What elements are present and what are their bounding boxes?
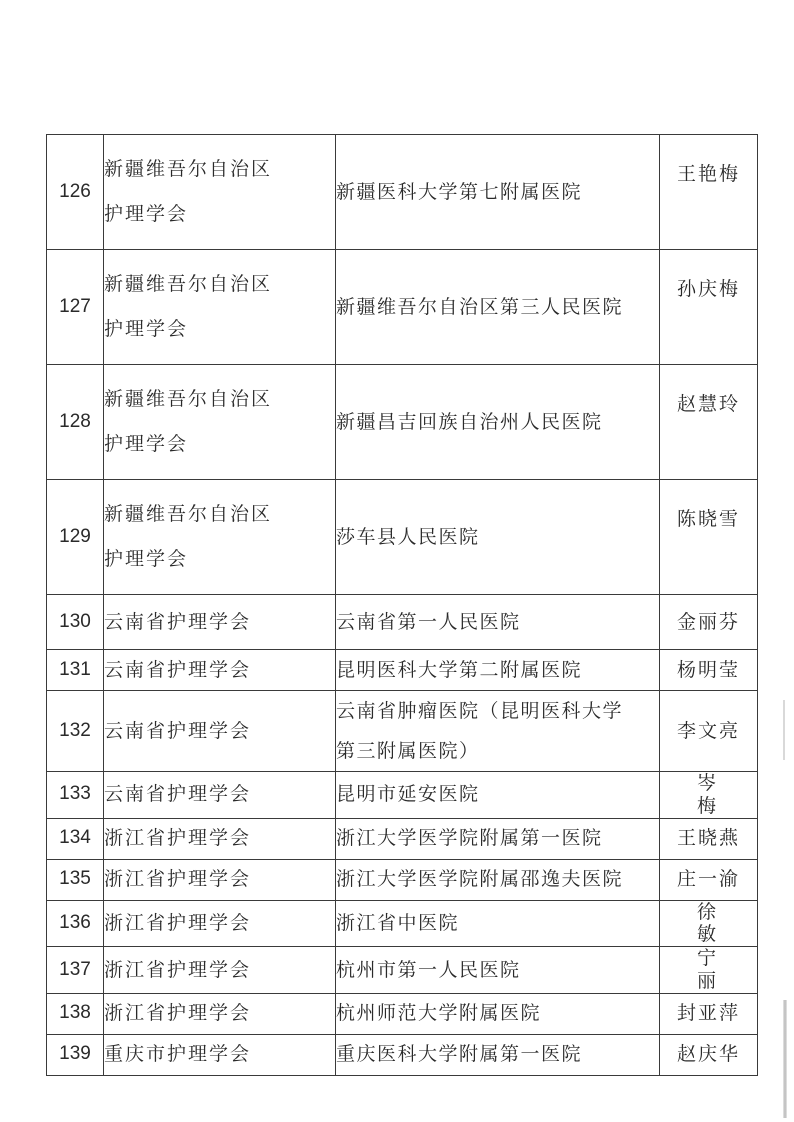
hospital-cell: 浙江大学医学院附属邵逸夫医院: [336, 859, 660, 900]
table-row: [47, 365, 758, 480]
table-row: [47, 993, 758, 1034]
person-name: 金丽芬: [660, 595, 758, 650]
table-row: [47, 818, 758, 859]
row-number: 136: [47, 900, 104, 947]
person-name: 徐敏: [660, 900, 758, 947]
society-cell: 重庆市护理学会: [104, 1034, 336, 1075]
society-line: 护理学会: [104, 548, 189, 570]
row-number: 134: [47, 818, 104, 859]
table-row: [47, 480, 758, 595]
hospital-cell: 昆明市延安医院: [336, 772, 660, 819]
table-row: [47, 1034, 758, 1075]
hospital-cell: 新疆昌吉回族自治州人民医院: [336, 365, 660, 480]
row-number: 135: [47, 859, 104, 900]
society-line: 新疆维吾尔自治区: [104, 503, 273, 525]
table-row: [47, 135, 758, 250]
hospital-cell: [336, 691, 660, 772]
society-cell: 浙江省护理学会: [104, 859, 336, 900]
society-cell: 浙江省护理学会: [104, 947, 336, 994]
hospital-cell: 云南省第一人民医院: [336, 595, 660, 650]
society-cell: 浙江省护理学会: [104, 818, 336, 859]
row-number: 130: [47, 595, 104, 650]
row-number: 126: [47, 135, 104, 250]
society-cell: [104, 250, 336, 365]
table-row: [47, 772, 758, 819]
society-cell: 云南省护理学会: [104, 691, 336, 772]
society-line: 新疆维吾尔自治区: [104, 158, 273, 180]
person-name: 王艳梅: [660, 135, 758, 250]
society-cell: 浙江省护理学会: [104, 900, 336, 947]
row-number: 137: [47, 947, 104, 994]
society-line: 新疆维吾尔自治区: [104, 388, 273, 410]
row-number: 139: [47, 1034, 104, 1075]
person-name: 庄一渝: [660, 859, 758, 900]
hospital-line: 云南省肿瘤医院（昆明医科大学: [336, 700, 624, 722]
row-number: 133: [47, 772, 104, 819]
table-row: [47, 947, 758, 994]
scan-edge-shadow: [783, 1000, 787, 1118]
society-cell: 云南省护理学会: [104, 595, 336, 650]
hospital-cell: 浙江省中医院: [336, 900, 660, 947]
person-name: 赵慧玲: [660, 365, 758, 480]
row-number: 138: [47, 993, 104, 1034]
person-name: 孙庆梅: [660, 250, 758, 365]
hospital-cell: 杭州师范大学附属医院: [336, 993, 660, 1034]
society-cell: 云南省护理学会: [104, 772, 336, 819]
table-row: [47, 650, 758, 691]
society-line: 护理学会: [104, 318, 189, 340]
row-number: 131: [47, 650, 104, 691]
row-number: 129: [47, 480, 104, 595]
hospital-cell: 新疆维吾尔自治区第三人民医院: [336, 250, 660, 365]
society-cell: 云南省护理学会: [104, 650, 336, 691]
hospital-line: 第三附属医院）: [336, 740, 480, 762]
person-name: 封亚萍: [660, 993, 758, 1034]
hospital-cell: 昆明医科大学第二附属医院: [336, 650, 660, 691]
person-name: 李文亮: [660, 691, 758, 772]
roster-table: [46, 134, 758, 1076]
society-line: 新疆维吾尔自治区: [104, 273, 273, 295]
row-number: 128: [47, 365, 104, 480]
society-cell: 浙江省护理学会: [104, 993, 336, 1034]
table-row: [47, 595, 758, 650]
person-name: 王晓燕: [660, 818, 758, 859]
person-name: 宁丽: [660, 947, 758, 994]
table-row: [47, 859, 758, 900]
hospital-cell: 杭州市第一人民医院: [336, 947, 660, 994]
table-row: [47, 691, 758, 772]
hospital-cell: 莎车县人民医院: [336, 480, 660, 595]
society-cell: [104, 480, 336, 595]
person-name: 陈晓雪: [660, 480, 758, 595]
hospital-cell: 重庆医科大学附属第一医院: [336, 1034, 660, 1075]
society-cell: [104, 135, 336, 250]
hospital-cell: 新疆医科大学第七附属医院: [336, 135, 660, 250]
person-name: 赵庆华: [660, 1034, 758, 1075]
society-line: 护理学会: [104, 433, 189, 455]
scan-edge-mark: [783, 700, 785, 760]
person-name: 岑梅: [660, 772, 758, 819]
person-name: 杨明莹: [660, 650, 758, 691]
table-row: [47, 250, 758, 365]
row-number: 132: [47, 691, 104, 772]
society-cell: [104, 365, 336, 480]
table-row: [47, 900, 758, 947]
society-line: 护理学会: [104, 203, 189, 225]
row-number: 127: [47, 250, 104, 365]
hospital-cell: 浙江大学医学院附属第一医院: [336, 818, 660, 859]
